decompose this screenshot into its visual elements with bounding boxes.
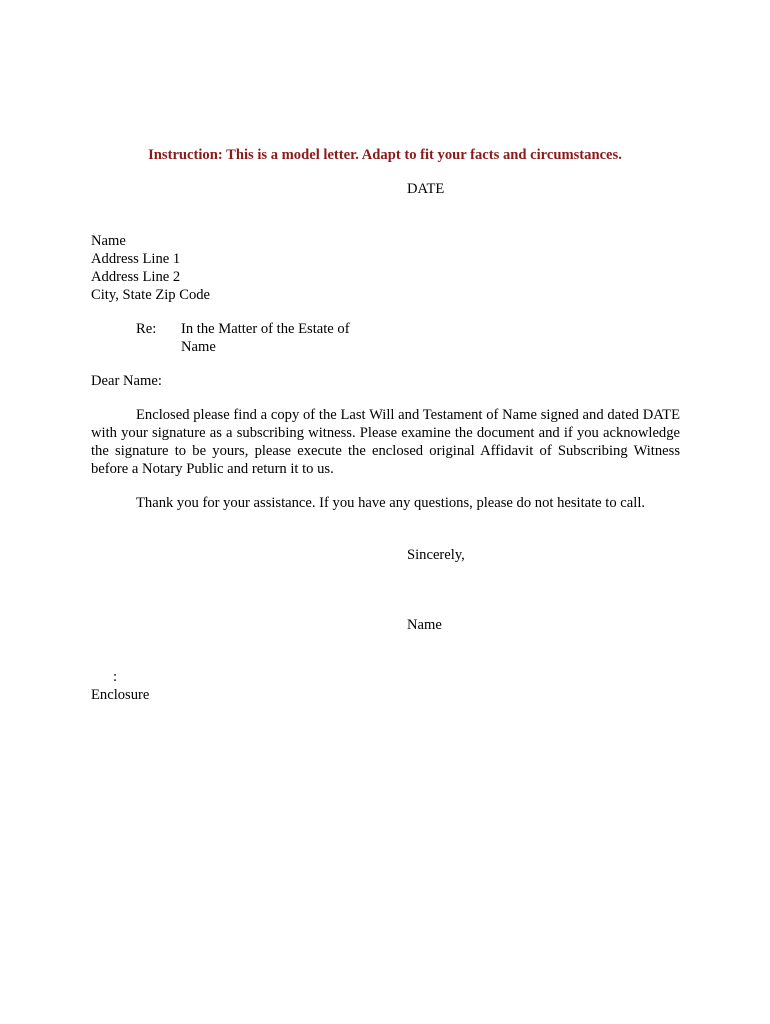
recipient-name: Name bbox=[91, 233, 126, 249]
salutation: Dear Name: bbox=[91, 373, 162, 389]
re-line-2: Name bbox=[181, 339, 216, 355]
re-label: Re: bbox=[136, 321, 157, 337]
letter-date: DATE bbox=[407, 181, 445, 197]
instruction-heading: Instruction: This is a model letter. Adapt to fit your facts and circumstances. bbox=[148, 147, 622, 163]
re-line-1: In the Matter of the Estate of bbox=[181, 321, 350, 337]
closing: Sincerely, bbox=[407, 547, 465, 563]
recipient-address-line-1: Address Line 1 bbox=[91, 251, 181, 267]
initials-mark: : bbox=[113, 669, 118, 685]
recipient-city-state-zip: City, State Zip Code bbox=[91, 287, 211, 303]
recipient-address-line-2: Address Line 2 bbox=[91, 269, 181, 285]
signer-name: Name bbox=[407, 617, 442, 633]
thanks-paragraph: Thank you for your assistance. If you have any questions, please do not hesitate to call. bbox=[136, 495, 646, 511]
body-paragraph: Enclosed please find a copy of the Last Will and Testament of Name signed and dated DATE with your signature as a subscribing witness. Please examine the document and if you acknowledge the signature to be yours, please execute the enclosed original Affidavit of Subscribing Witness before a Notary Public and return it to us. bbox=[91, 407, 680, 477]
enclosure-notation: Enclosure bbox=[91, 687, 150, 703]
